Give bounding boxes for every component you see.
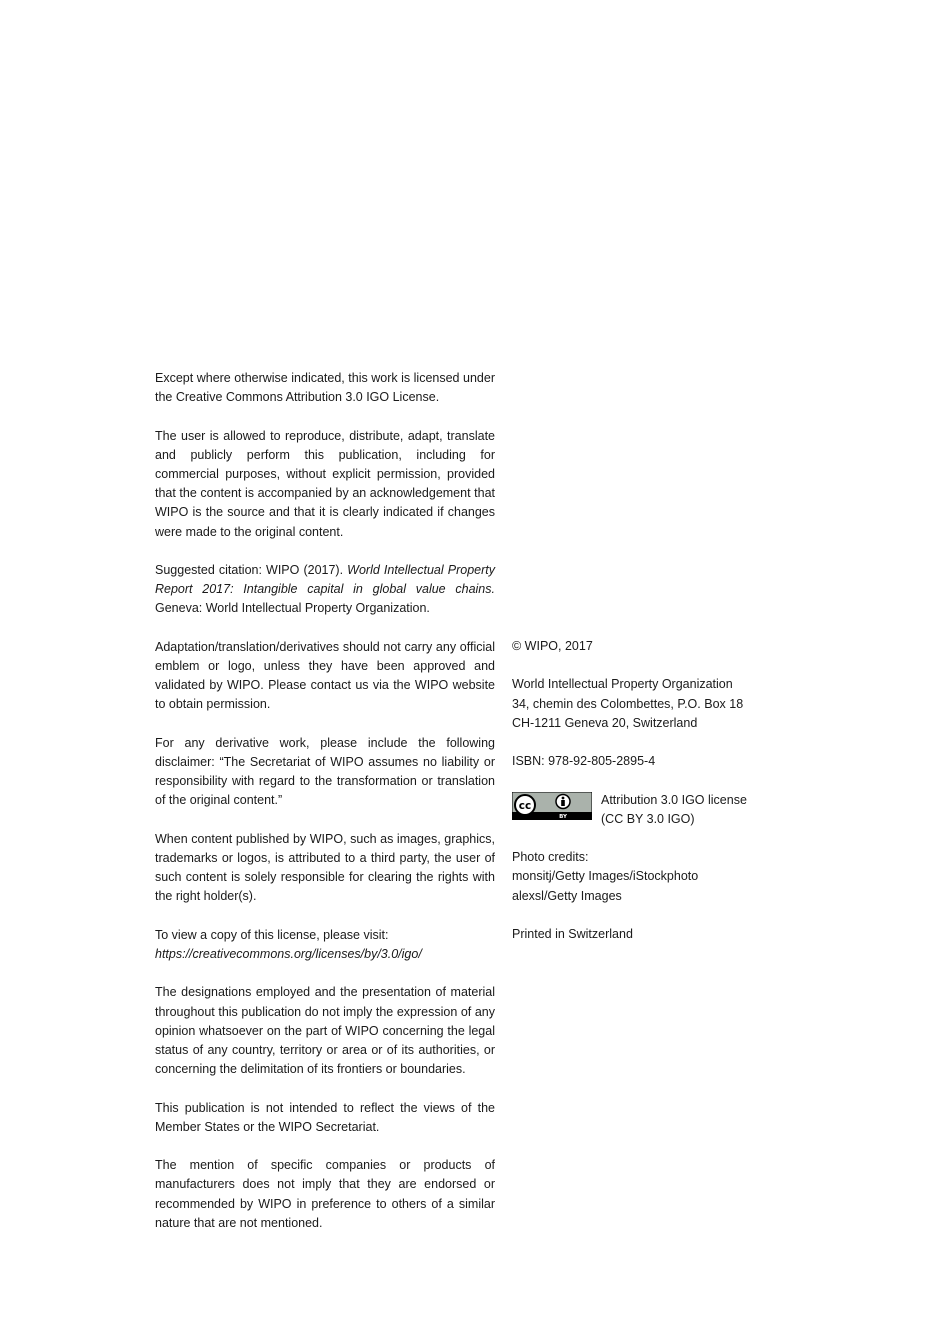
printed-location: Printed in Switzerland <box>512 926 633 941</box>
cc-license-text <box>601 791 772 829</box>
address-line: 34, chemin des Colombettes, P.O. Box 18 <box>512 696 744 711</box>
user-rights-paragraph: The user is allowed to reproduce, distribute, adapt, translate and publicly perform this publication, including for commercial purposes, without explicit permission, provided that the content is accompanied by an acknowledgement that WIPO is the source and that it is clearly indicated if changes were made to the original content. <box>155 428 495 539</box>
license-intro: Except where otherwise indicated, this work is licensed under the Creative Commons Attribution 3.0 IGO License. <box>155 371 495 405</box>
third-party-paragraph: When content published by WIPO, such as images, graphics, trademarks or logos, is attributed to a third party, the user of such content is solely responsible for clearing the rights with the right holder(s). <box>155 831 495 904</box>
legal-notice-column <box>155 369 495 1233</box>
address-line: CH-1211 Geneva 20, Switzerland <box>512 715 698 730</box>
cc-badge-label: cc <box>518 799 532 812</box>
cc-license-abbrev: (CC BY 3.0 IGO) <box>601 811 695 826</box>
photo-credit-line: monsitj/Getty Images/iStockphoto <box>512 869 699 884</box>
adaptation-paragraph: Adaptation/translation/derivatives should not carry any official emblem or logo, unless they have been approved and validated by WIPO. Please contact us via the WIPO website to obtain permission. <box>155 639 495 712</box>
view-license-paragraph <box>155 926 495 964</box>
cc-license-name: Attribution 3.0 IGO license <box>601 792 747 807</box>
views-paragraph: This publication is not intended to reflect the views of the Member States or the WIPO Secretariat. <box>155 1100 495 1134</box>
isbn-number: ISBN: 978-92-805-2895-4 <box>512 754 656 769</box>
copyright-notice: © WIPO, 2017 <box>512 639 593 653</box>
mention-paragraph: The mention of specific companies or products of manufacturers does not imply that they are endorsed or recommended by WIPO in preference to others of a similar nature that are not mentioned. <box>155 1158 495 1230</box>
citation-title: World Intellectual Property Report 2017: Intangible capital in global value chains. <box>155 563 495 597</box>
citation-prefix: Suggested citation: WIPO (2017). <box>155 563 348 577</box>
by-badge-label: BY <box>559 813 567 820</box>
photo-credits-heading: Photo credits: <box>512 850 589 865</box>
suggested-citation <box>155 561 495 619</box>
designations-paragraph: The designations employed and the presentation of material throughout this publication do not imply the expression of any opinion whatsoever on the part of WIPO concerning the legal status of any country, territory or area or of its authorities, or concerning the delimitation of its frontiers or boundaries. <box>155 985 495 1077</box>
publication-info-column <box>512 637 772 944</box>
address-line: World Intellectual Property Organization <box>512 677 733 692</box>
cc-by-badge-icon <box>512 792 592 820</box>
view-license-text: To view a copy of this license, please visit: <box>155 927 389 942</box>
citation-suffix: Geneva: World Intellectual Property Organization. <box>155 601 430 616</box>
cc-license-block <box>512 791 772 829</box>
disclaimer-paragraph: For any derivative work, please include the following disclaimer: “The Secretariat of WIPO assumes no liability or responsibility with regard to the transformation or translation of the original content.” <box>155 735 495 808</box>
publisher-address <box>512 675 772 733</box>
photo-credits <box>512 848 772 906</box>
license-url-link[interactable]: https://creativecommons.org/licenses/by/3.0/igo/ <box>155 947 422 961</box>
photo-credit-line: alexsl/Getty Images <box>512 888 622 903</box>
